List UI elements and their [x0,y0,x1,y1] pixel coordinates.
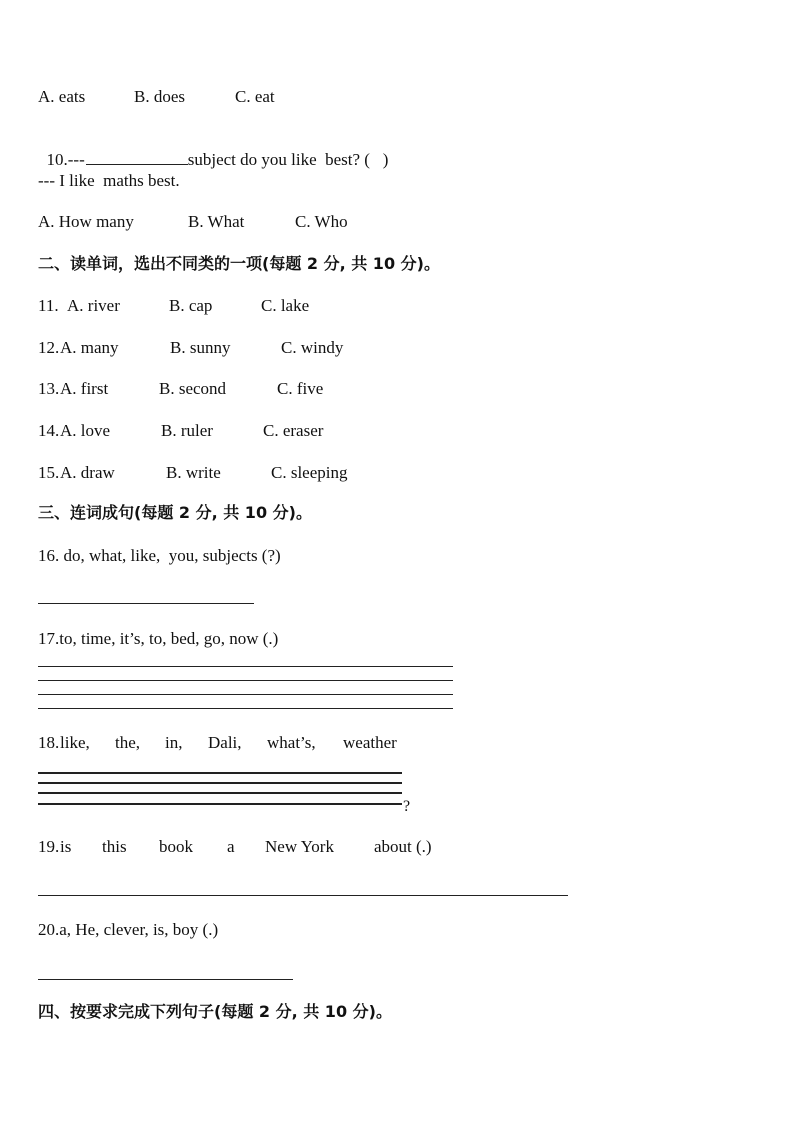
q9-option-c[interactable]: C. eat [235,87,275,106]
q19-answer-line[interactable] [38,895,568,896]
q17-answer-line-1[interactable] [38,666,453,667]
q10-text: subject do you like best? ( ) [187,150,389,169]
section3-heading: 三、连词成句(每题 2 分, 共 10 分)。 [38,503,312,522]
q15-row [38,463,438,483]
q16-prompt: 16. do, what, like, you, subjects (?) [38,546,281,565]
q10-option-c[interactable]: C. Who [295,212,348,231]
q12-option-b[interactable]: B. sunny [170,338,231,357]
section2-heading: 二、读单词，选出不同类的一项(每题 2 分, 共 10 分)。 [38,254,440,273]
q18-answer-line-3[interactable] [38,792,402,794]
q10-blank[interactable] [86,149,188,165]
q14-option-c[interactable]: C. eraser [263,421,324,440]
section4-heading: 四、按要求完成下列句子(每题 2 分, 共 10 分)。 [38,1002,392,1021]
q12-number: 12. [38,338,60,357]
q13-row [38,379,438,399]
q18-answer-line-2[interactable] [38,782,402,784]
q17-answer-line-4[interactable] [38,708,453,709]
q19-word: is [60,837,72,856]
q9-option-a[interactable]: A. eats [38,87,86,106]
q18-prompt [38,733,458,753]
q13-option-c[interactable]: C. five [277,379,324,398]
q15-option-c[interactable]: C. sleeping [271,463,348,482]
q9-options [38,87,438,107]
q18-word: what’s, [267,733,316,752]
q12-option-c[interactable]: C. windy [281,338,344,357]
q19-word: this [102,837,127,856]
q20-prompt: 20.a, He, clever, is, boy (.) [38,920,219,939]
q10-answer: --- I like maths best. [38,171,180,190]
q11-number: 11. [38,296,63,315]
q15-option-a[interactable]: A. draw [60,463,115,482]
q11-option-a[interactable]: A. river [67,296,120,315]
q15-option-b[interactable]: B. write [166,463,221,482]
q11-option-c[interactable]: C. lake [261,296,310,315]
q9-option-b[interactable]: B. does [134,87,185,106]
q19-word: about (.) [374,837,432,856]
q19-word: New York [265,837,334,856]
q11-option-b[interactable]: B. cap [169,296,213,315]
q18-word: the, [115,733,141,752]
q12-option-a[interactable]: A. many [60,338,119,357]
q14-option-b[interactable]: B. ruler [161,421,213,440]
q18-question-mark: ? [403,798,411,815]
q10-options [38,212,458,232]
q10-question [38,129,388,170]
q19-word: book [159,837,193,856]
q16-answer-line[interactable] [38,603,254,604]
q19-number: 19. [38,837,60,856]
q18-word: like, [60,733,90,752]
q11-row [38,296,438,316]
q18-answer-line-1[interactable] [38,772,402,774]
q15-number: 15. [38,463,60,482]
q18-word: in, [165,733,183,752]
q10-option-b[interactable]: B. What [188,212,245,231]
q14-row [38,421,438,441]
q18-word: Dali, [208,733,242,752]
q13-option-b[interactable]: B. second [159,379,227,398]
q17-prompt: 17.to, time, it’s, to, bed, go, now (.) [38,629,279,648]
q14-option-a[interactable]: A. love [60,421,111,440]
q18-number: 18. [38,733,60,752]
q17-answer-line-3[interactable] [38,694,453,695]
q12-row [38,338,438,358]
q20-answer-line[interactable] [38,979,293,980]
q13-option-a[interactable]: A. first [60,379,109,398]
q18-answer-line-4[interactable] [38,803,402,805]
q18-word: weather [343,733,397,752]
q10-number: 10.--- [46,150,85,169]
q10-option-a[interactable]: A. How many [38,212,134,231]
q14-number: 14. [38,421,60,440]
q17-answer-line-2[interactable] [38,680,453,681]
q13-number: 13. [38,379,60,398]
q19-prompt [38,837,458,857]
q19-word: a [227,837,235,856]
